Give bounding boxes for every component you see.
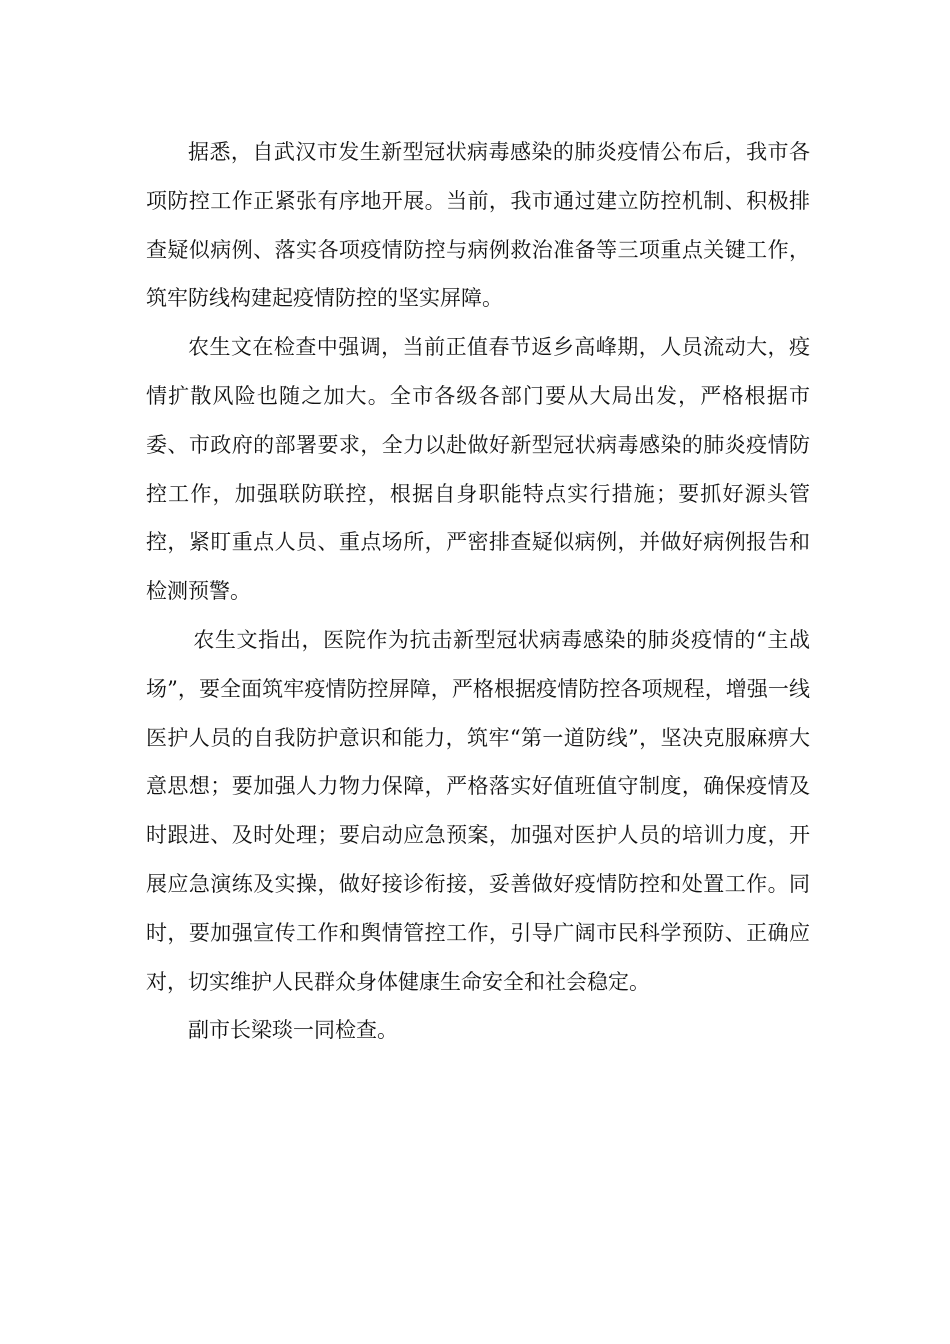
paragraph-4: 副市长梁琰一同检查。 <box>188 1018 398 1043</box>
document-body <box>146 128 810 1055</box>
paragraph-2: 农生文在检查中强调，当前正值春节返乡高峰期，人员流动大，疫情扩散风险也随之加大。全市各级各部门要从大局出发，严格根据市委、市政府的部署要求，全力以赴做好新型冠状病毒感染的肺炎疫情防控工作，加强联防联控，根据自身职能特点实行措施；要抓好源头管控，紧盯重点人员、重点场所，严密排查疑似病例，并做好病例报告和检测预警。 <box>146 335 810 604</box>
paragraph-1: 据悉，自武汉市发生新型冠状病毒感染的肺炎疫情公布后，我市各项防控工作正紧张有序地开展。当前，我市通过建立防控机制、积极排查疑似病例、落实各项疫情防控与病例救治准备等三项重点关键工作，筑牢防线构建起疫情防控的坚实屏障。 <box>146 140 810 311</box>
paragraph-3: 农生文指出，医院作为抗击新型冠状病毒感染的肺炎疫情的“主战场”，要全面筑牢疫情防控屏障，严格根据疫情防控各项规程，增强一线医护人员的自我防护意识和能力，筑牢“第一道防线”，坚决克服麻痹大意思想；要加强人力物力保障，严格落实好值班值守制度，确保疫情及时跟进、及时处理；要启动应急预案，加强对医护人员的培训力度，开展应急演练及实操，做好接诊衔接，妥善做好疫情防控和处置工作。同时，要加强宣传工作和舆情管控工作，引导广阔市民科学预防、正确应对，切实维护人民群众身体健康生命安全和社会稳定。 <box>146 627 810 994</box>
